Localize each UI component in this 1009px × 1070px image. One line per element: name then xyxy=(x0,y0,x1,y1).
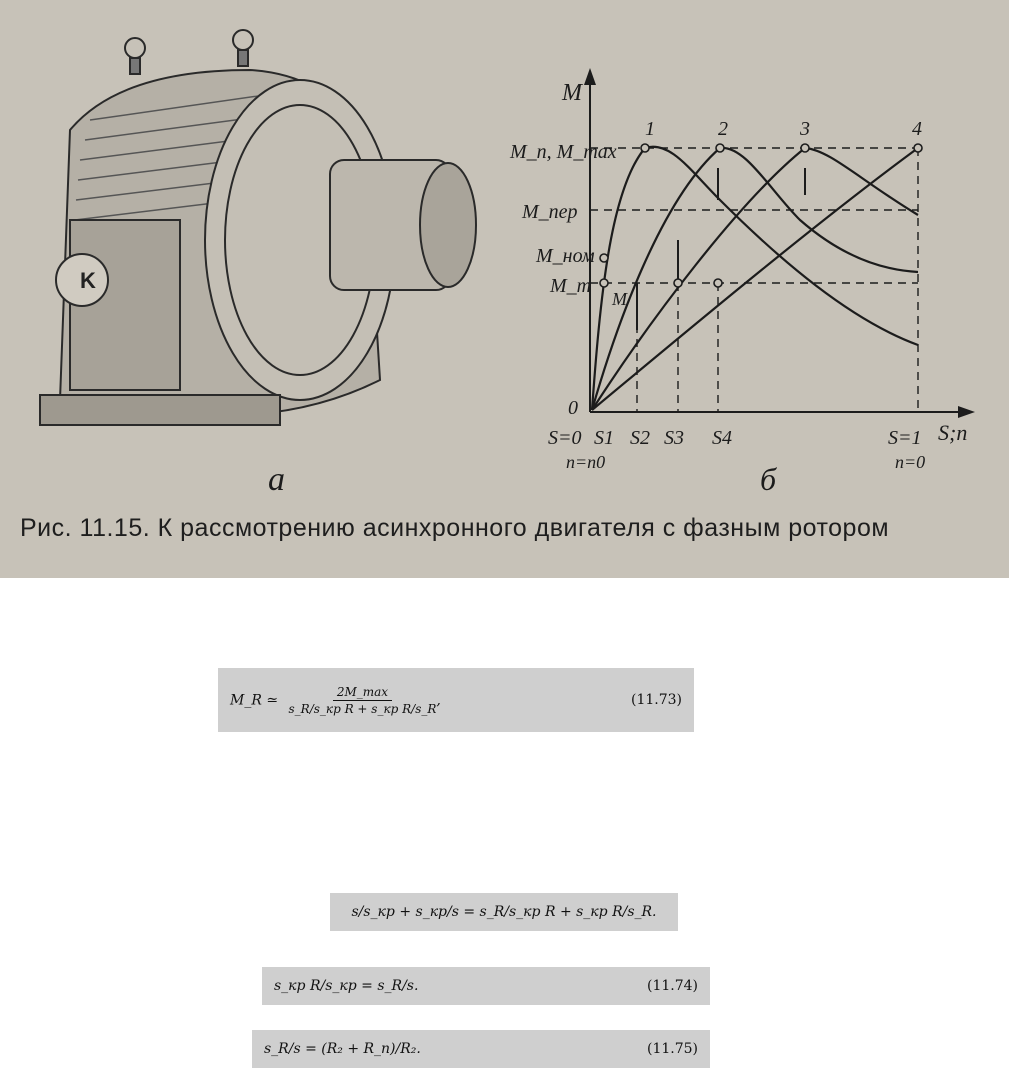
equation-identity xyxy=(330,893,678,931)
y-label-mnom: M_ном xyxy=(536,245,595,267)
panel-b-label: б xyxy=(760,461,777,497)
x-sublabel-n-zero: n=0 xyxy=(895,452,926,472)
equation-11-73-fraction xyxy=(289,685,437,716)
torque-curves xyxy=(592,147,918,410)
equation-number-11-75: (11.75) xyxy=(646,1041,698,1057)
motor-illustration xyxy=(40,30,476,425)
equation-11-75 xyxy=(252,1030,710,1068)
equation-11-74 xyxy=(262,967,710,1005)
curve-number-2: 2 xyxy=(718,118,728,140)
figure-caption: Рис. 11.15. К рассмотрению асинхронного двигателя с фазным ротором xyxy=(20,514,890,542)
x-label-s1-full: S=1 xyxy=(888,427,922,449)
y-axis-label: M xyxy=(562,80,582,106)
y-label-mt: M_т xyxy=(550,275,592,297)
y-label-mper: M_пер xyxy=(522,201,578,223)
equation-identity-text: s/s_кр + s_кр/s = s_R/s_кр R + s_кр R/s_R. xyxy=(351,904,657,920)
x-label-s4: S4 xyxy=(712,427,732,449)
motor-emblem: K xyxy=(80,268,96,293)
equation-number-11-74: (11.74) xyxy=(646,978,698,994)
panel-a-label: а xyxy=(268,461,285,498)
equation-11-73-denominator: s_R/s_кр R + s_кр R/s_R xyxy=(288,701,437,716)
equation-11-73-tail: , xyxy=(436,692,441,708)
x-label-s2: S2 xyxy=(630,427,650,449)
equation-11-73-numerator: 2M_max xyxy=(333,685,392,701)
x-axis-label: S;n xyxy=(938,420,968,445)
y-axis-arrow xyxy=(584,68,596,85)
equation-11-73 xyxy=(218,668,694,732)
x-label-s1: S1 xyxy=(594,427,614,449)
y-label-mmax: M_п, M_max xyxy=(510,141,617,163)
x-label-s3: S3 xyxy=(664,427,684,449)
x-axis-arrow xyxy=(958,406,975,418)
dashed-guides xyxy=(590,148,918,412)
x-sublabel-n0: n=n0 xyxy=(566,452,606,472)
origin-label: 0 xyxy=(568,397,578,419)
equation-11-73-body xyxy=(230,685,441,716)
operating-points xyxy=(600,144,922,287)
equation-11-75-text: s_R/s = (R₂ + R_п)/R₂. xyxy=(264,1041,421,1057)
curve-number-3: 3 xyxy=(800,118,810,140)
curve-number-1: 1 xyxy=(645,118,655,140)
switching-arrows xyxy=(637,168,805,330)
curve-number-4: 4 xyxy=(912,118,922,140)
equation-number-11-73: (11.73) xyxy=(630,692,682,708)
equation-11-73-lhs: M_R ≃ xyxy=(230,692,279,708)
point-label-m: M xyxy=(612,289,627,309)
x-label-s0: S=0 xyxy=(548,427,582,449)
equation-11-74-text: s_кр R/s_кр = s_R/s. xyxy=(274,978,419,994)
curve-4 xyxy=(592,148,918,410)
